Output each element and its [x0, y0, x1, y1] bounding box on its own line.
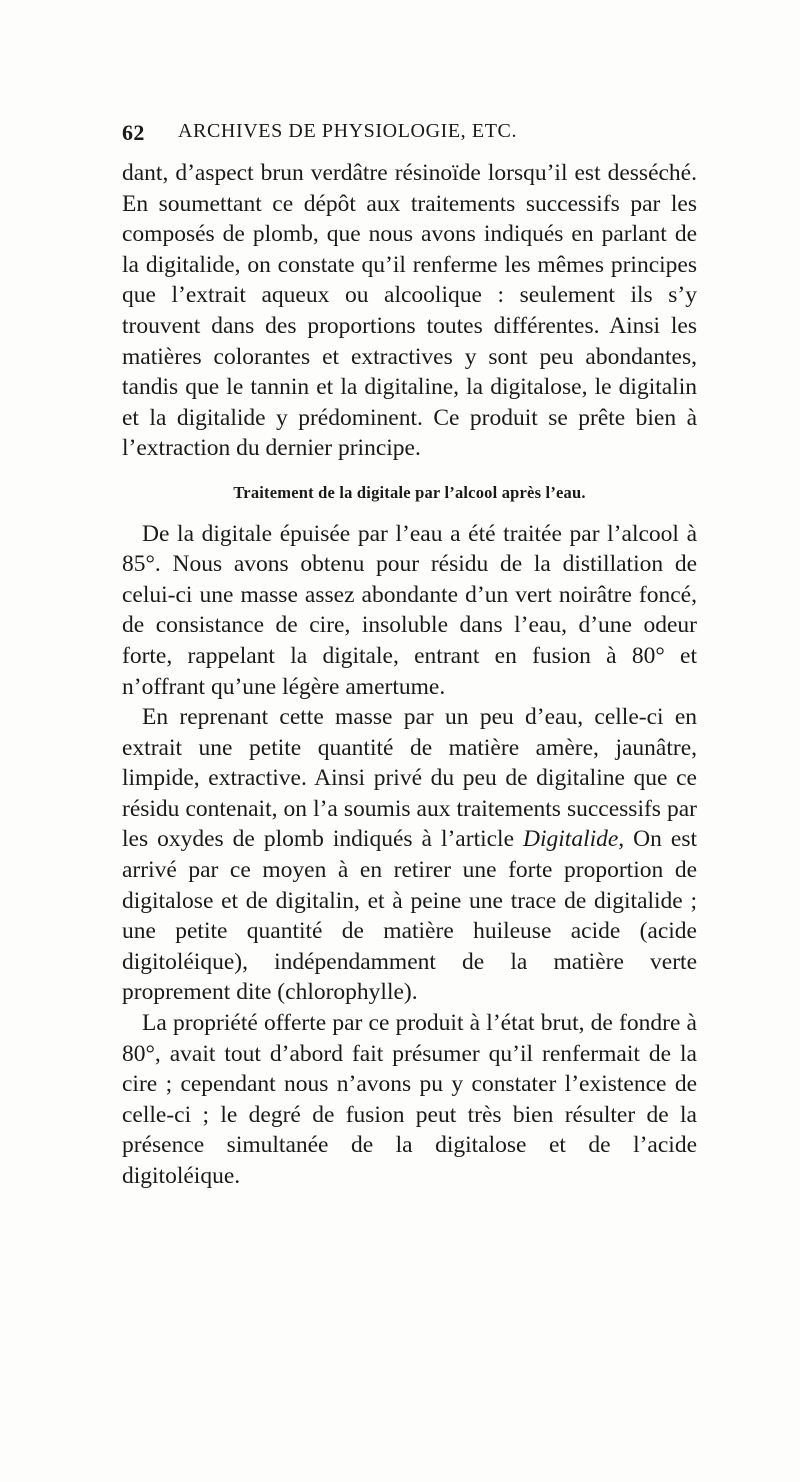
- article-reference: Digitalide,: [523, 826, 625, 853]
- paragraph-melting-point: La propriété offerte par ce produit à l’état brut, de fondre à 80°, avait tout d’abord fait présumer qu’il renfermait de la cire ; cependant nous n’avons pu y constater l’existence de celle-ci ; le degré de fusion peut très bien résulter de la présence simultanée de la digitalose et de l’acide digitoléique.: [122, 1010, 697, 1189]
- section-heading: Traitement de la digitale par l’alcool après l’eau.: [233, 482, 586, 502]
- paragraph-alcohol-treatment: De la digitale épuisée par l’eau a été traitée par l’alcool à 85°. Nous avons obtenu pour résidu de la distillation de celui-ci une masse assez abondante d’un vert noirâtre foncé, de consistance de cire, insoluble dans l’eau, d’une odeur forte, rappelant la digitale, entrant en fusion à 80° et n’offrant qu’une légère amertume.: [122, 520, 697, 700]
- paragraph-lead-oxides: [122, 702, 697, 1008]
- paragraph-text: En reprenant cette masse par un peu d’eau, celle-ci en extrait une petite quantité de matière amère, jaunâtre, limpide, extractive. Ainsi privé du peu de digitaline que ce résidu contenait, on l’a soumis aux traitements successifs par les oxydes de plomb indiqués à l’article: [122, 704, 697, 853]
- page-number: 62: [122, 120, 145, 145]
- paragraph-text: On est arrivé par ce moyen à en retirer une forte proportion de digitalose et de digitalin, et à peine une trace de digitalide ; une petite quantité de matière huileuse acide (acide digitoléique), indépendamment de la matière verte proprement dite (chlorophylle).: [122, 826, 698, 1006]
- body-text: [122, 158, 697, 1192]
- paragraph-continued: dant, d’aspect brun verdâtre résinoïde lorsqu’il est desséché. En soumettant ce dépôt aux traitements successifs par les composés de plomb, que nous avons indiqués en parlant de la digitalide, on constate qu’il renferme les mêmes principes que l’extrait aqueux ou alcoolique : seulement ils s’y trouvent dans des proportions toutes différentes. Ainsi les matières colorantes et extractives y sont peu abondantes, tandis que le tannin et la digitaline, la digitalose, le digitalin et la digitalide y prédominent. Ce produit se prête bien à l’extraction du dernier principe.: [122, 160, 697, 462]
- running-title: ARCHIVES DE PHYSIOLOGIE, ETC.: [178, 120, 518, 142]
- running-header: [122, 120, 682, 150]
